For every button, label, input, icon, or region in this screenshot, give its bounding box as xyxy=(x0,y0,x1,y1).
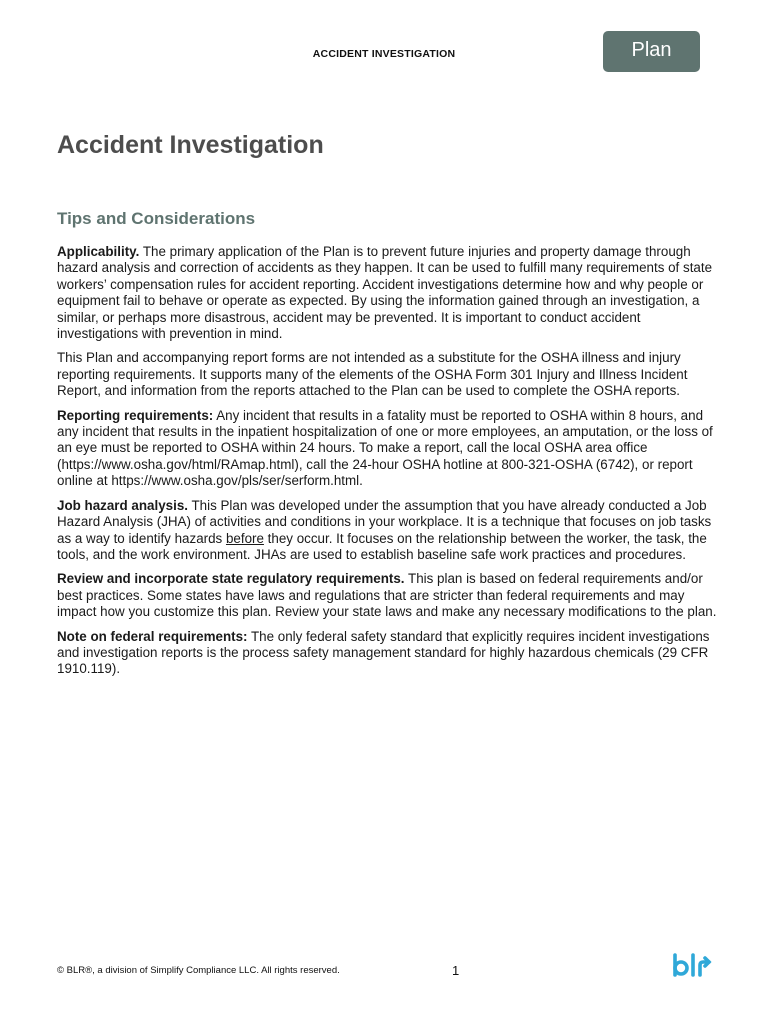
paragraph-label: Reporting requirements: xyxy=(57,407,214,423)
blr-logo-icon xyxy=(672,951,714,981)
underlined-word: before xyxy=(225,530,264,546)
paragraph-text: The primary application of the Plan is to prevent future injuries and property damage through hazard analysis and correction of accidents as they happen. It can be used to fulfill many requirements of state workers’ compensation rules for accident reporting. Accident investigations determine how and why people or equipment fail to behave or operate as expected. By using the information gained through an investigation, a similar, or perhaps more disastrous, accident may be prevented. It is important to conduct accident investigations with prevention in mind. xyxy=(57,244,713,342)
paragraph-label: Note on federal requirements: xyxy=(57,628,248,644)
page-number: 1 xyxy=(452,963,460,978)
paragraph-state-requirements xyxy=(57,571,717,620)
page-title: Accident Investigation xyxy=(57,131,324,159)
footer-copyright: © BLR®, a division of Simplify Compliance LLC. All rights reserved. xyxy=(57,965,340,976)
paragraph-text: The only federal safety standard that explicitly requires incident investigations and investigation reports is the process safety management standard for highly hazardous chemicals (29 CFR 1910.119). xyxy=(57,628,710,677)
plan-badge xyxy=(603,31,700,72)
paragraph-label: Review and incorporate state regulatory requirements. xyxy=(57,571,405,587)
body-text xyxy=(57,244,717,686)
paragraph-applicability xyxy=(57,244,717,342)
paragraph-label: Applicability. xyxy=(57,244,140,259)
paragraph-jha xyxy=(57,498,717,564)
running-header: ACCIDENT INVESTIGATION xyxy=(312,48,456,60)
paragraph-text: they occur. It focuses on the relationship between the worker, the task, the tools, and the work environment. JHAs are used to establish baseline safe work practices and procedures. xyxy=(57,530,707,562)
paragraph-text: Any incident that results in a fatality must be reported to OSHA within 8 hours, and any incident that results in the inpatient hospitalization of one or more employees, an amputation, or the loss of an eye must be reported to OSHA within 24 hours. To make a report, call the local OSHA area office (https://www.osha.gov/html/RAmap.html), call the 24-hour OSHA hotline at 800-321-OSHA (6742), or report online at https://www.osha.gov/pls/ser/serform.html. xyxy=(57,407,713,489)
paragraph-osha-note xyxy=(57,350,717,399)
paragraph-label: Job hazard analysis. xyxy=(57,497,188,513)
paragraph-federal-requirements xyxy=(57,629,717,678)
plan-badge-label: Plan xyxy=(631,38,672,61)
paragraph-text: This plan is based on federal requirements and/or best practices. Some states have laws and regulations that are stricter than federal requirements and may impact how you customize this plan. Review your state laws and make any necessary modifications to the plan. xyxy=(57,571,717,620)
section-heading: Tips and Considerations xyxy=(57,209,256,228)
paragraph-text: This Plan and accompanying report forms are not intended as a substitute for the OSHA illness and injury reporting requirements. It supports many of the elements of the OSHA Form 301 Injury and Illness Incident Report, and information from the reports attached to the Plan can be used to complete the OSHA reports. xyxy=(57,350,688,399)
paragraph-text: This Plan was developed under the assumption that you have already conducted a Job Hazard Analysis (JHA) of activities and conditions in your workplace. It is a technique that focuses on job tasks as a way to identify hazards xyxy=(57,497,712,546)
paragraph-reporting xyxy=(57,408,717,490)
